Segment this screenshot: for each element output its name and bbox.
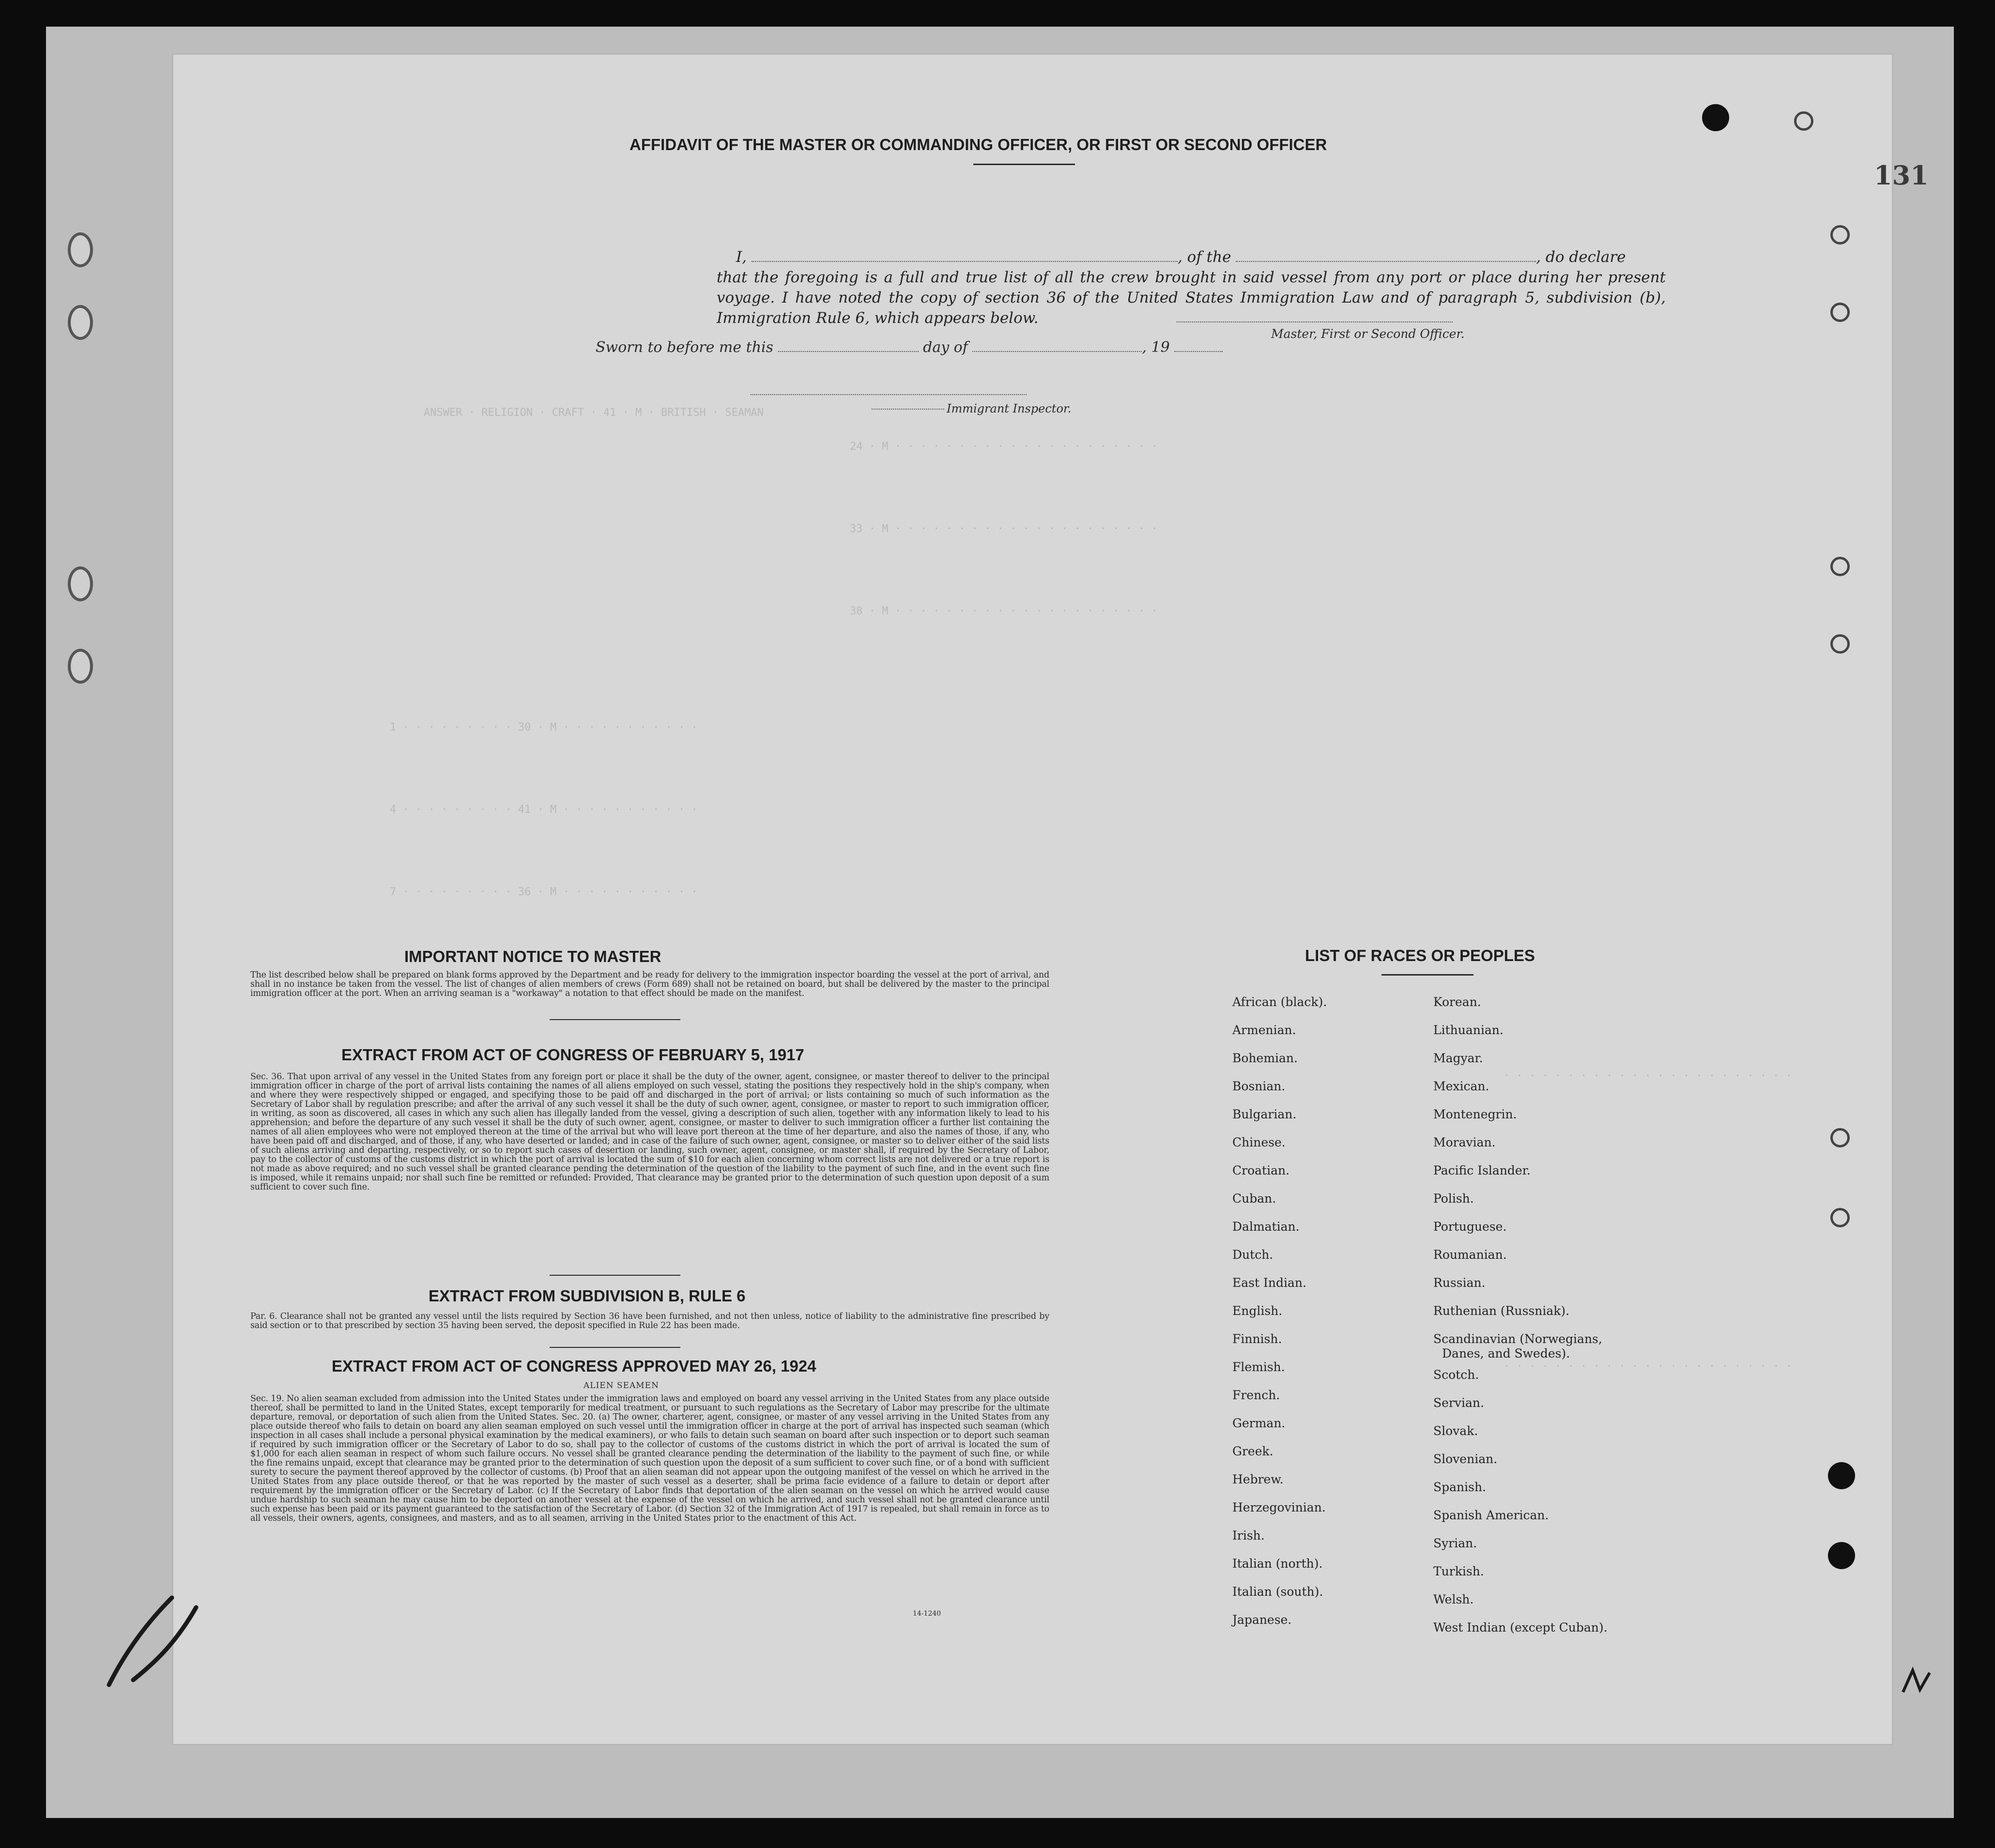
punch-hole bbox=[1828, 1462, 1855, 1489]
race-item: Roumanian. bbox=[1433, 1248, 1507, 1262]
race-item: Magyar. bbox=[1433, 1051, 1483, 1065]
bleed-through-text: · · · · · · · · · · · · · · · · · · · · · · · bbox=[1504, 1070, 1793, 1082]
page-number: 131 bbox=[1874, 160, 1929, 191]
punch-hole bbox=[1830, 1128, 1850, 1147]
race-item: Spanish. bbox=[1433, 1480, 1487, 1494]
extract-1924-subtitle: ALIEN SEAMEN bbox=[583, 1381, 659, 1390]
punch-hole bbox=[1702, 104, 1729, 131]
sworn-line bbox=[596, 339, 1223, 356]
race-item: East Indian. bbox=[1232, 1276, 1306, 1290]
race-item: Slovenian. bbox=[1433, 1452, 1498, 1466]
races-title: LIST OF RACES OR PEOPLES bbox=[1305, 947, 1535, 964]
race-item: Dutch. bbox=[1232, 1248, 1274, 1262]
race-item: Scotch. bbox=[1433, 1368, 1479, 1382]
handwritten-mark bbox=[99, 1588, 215, 1695]
race-item: West Indian (except Cuban). bbox=[1433, 1620, 1608, 1634]
race-item: Korean. bbox=[1433, 995, 1481, 1009]
inspector-signature-field[interactable] bbox=[751, 382, 1027, 395]
race-item: Welsh. bbox=[1433, 1592, 1474, 1606]
binder-hole-4 bbox=[68, 649, 93, 684]
extract-1924-text: Sec. 19. No alien seaman excluded from admission into the United States under the immigration laws and employed on board any vessel arriving in the United States from any place outside thereof, shall be permitted to land in the United States, except temporarily for medical treatment, or pursuant to such regulations as the Secretary of Labor may prescribe for the ultimate departure, removal, or deportation of such alien from the United States. Sec. 20. (a) The owner, charterer, agent, consignee, or master of any vessel arriving in the United States from any place outside thereof who fails to detain on board any alien seaman employed on such vessel until the immigration officer in charge at the port of arrival has inspected such seaman (which inspection in all cases shall include a personal physical examination by the medical examiners), or who fails to detain such seaman on board after such inspection or to deport such seaman if required by such immigration officer or the Secretary of Labor to do so, shall pay to the collector of customs of the customs district in which the port of arrival is located the sum of $1,000 for each alien seaman in respect of whom such failure occurs. No vessel shall be granted clearance pending the determination of the liability to the payment of such fine, or while the fine remains unpaid, except that clearance may be granted prior to the determination of such question upon the deposit of a sum sufficient to cover such fine, or of a bond with sufficient surety to secure the payment thereof approved by the collector of customs. (b) Proof that an alien seaman did not appear upon the outgoing manifest of the vessel on which he arrived in the United States from any place outside thereof, or that he was reported by the master of such vessel as a deserter, shall be prima facie evidence of a failure to detain or deport after requirement by the immigration officer or the Secretary of Labor. (c) If the Secretary of Labor finds that deportation of the alien seaman on the vessel on which he arrived would cause undue hardship to such seaman he may cause him to be deported on another vessel at the expense of the vessel on which he arrived, and such vessel shall not be granted clearance until such expense has been paid or its payment guaranteed to the satisfaction of the Secretary of Labor. (d) Section 32 of the Immigration Act of 1917 is repealed, but shall remain in force as to all vessels, their owners, agents, consignees, and masters, and as to all seamen, arriving in the United States prior to the enactment of this Act. bbox=[250, 1394, 1049, 1523]
race-item: Japanese. bbox=[1232, 1613, 1292, 1627]
binder-hole-1 bbox=[68, 232, 93, 267]
punch-hole bbox=[1794, 111, 1813, 131]
bleed-through-text: 33 · M · · · · · · · · · · · · · · · · · · · · · bbox=[850, 523, 1158, 535]
race-item: Spanish American. bbox=[1433, 1508, 1549, 1522]
sworn-day-field[interactable] bbox=[778, 339, 919, 352]
binder-hole-3 bbox=[68, 566, 93, 601]
signature-label: Master, First or Second Officer. bbox=[1271, 327, 1465, 341]
section-rule bbox=[550, 1347, 680, 1348]
race-item: Bosnian. bbox=[1232, 1079, 1286, 1093]
race-item: German. bbox=[1232, 1416, 1286, 1430]
race-item: Herzegovinian. bbox=[1232, 1500, 1326, 1514]
race-item: Syrian. bbox=[1433, 1536, 1477, 1550]
extract-1924-title: EXTRACT FROM ACT OF CONGRESS APPROVED MAY 26, 1924 bbox=[332, 1357, 816, 1375]
affidavit-rule bbox=[973, 164, 1075, 165]
inspector-signature-field-short[interactable] bbox=[872, 402, 944, 410]
punch-hole bbox=[1830, 1208, 1850, 1227]
extract-1917-title: EXTRACT FROM ACT OF CONGRESS OF FEBRUARY 5, 1917 bbox=[341, 1046, 804, 1064]
race-item: Finnish. bbox=[1232, 1332, 1282, 1346]
punch-hole bbox=[1830, 303, 1850, 322]
bleed-through-text: 38 · M · · · · · · · · · · · · · · · · · · · · · bbox=[850, 605, 1158, 617]
affidavit-title: AFFIDAVIT OF THE MASTER OR COMMANDING OFFICER, OR FIRST OR SECOND OFFICER bbox=[629, 136, 1327, 153]
notice-title: IMPORTANT NOTICE TO MASTER bbox=[404, 947, 661, 965]
section-rule bbox=[550, 1019, 680, 1020]
race-item: Italian (north). bbox=[1232, 1557, 1323, 1571]
race-item: Bohemian. bbox=[1232, 1051, 1298, 1065]
race-item: Montenegrin. bbox=[1433, 1107, 1517, 1121]
race-item: Cuban. bbox=[1232, 1191, 1276, 1206]
bleed-through-text: 1 · · · · · · · · · 30 · M · · · · · · · · · · · bbox=[390, 721, 698, 733]
of-the-label: , of the bbox=[1177, 248, 1231, 266]
race-item: Danes, and Swedes). bbox=[1442, 1346, 1570, 1360]
race-item: Lithuanian. bbox=[1433, 1023, 1504, 1037]
name-field[interactable] bbox=[752, 249, 1178, 262]
sworn-label: Sworn to before me this bbox=[596, 339, 774, 356]
race-item: Scandinavian (Norwegians, bbox=[1433, 1332, 1602, 1346]
race-item: English. bbox=[1232, 1304, 1283, 1318]
binder-hole-2 bbox=[68, 305, 93, 340]
race-item: Moravian. bbox=[1433, 1135, 1496, 1149]
declare-label: , do declare bbox=[1536, 248, 1626, 266]
bleed-through-text: ANSWER · RELIGION · CRAFT · 41 · M · BRITISH · SEAMAN bbox=[424, 407, 764, 419]
bleed-through-text: 4 · · · · · · · · · 41 · M · · · · · · · · · · · bbox=[390, 804, 698, 816]
bleed-through-text: · · · · · · · · · · · · · · · · · · · · · · · bbox=[1504, 1360, 1793, 1373]
section-rule bbox=[550, 1275, 680, 1276]
race-item: Hebrew. bbox=[1232, 1472, 1284, 1486]
sworn-month-field[interactable] bbox=[972, 339, 1142, 352]
race-item: Flemish. bbox=[1232, 1360, 1285, 1374]
race-item: Chinese. bbox=[1232, 1135, 1286, 1149]
race-item: Dalmatian. bbox=[1232, 1220, 1300, 1234]
extract-rule6-text: Par. 6. Clearance shall not be granted any vessel until the lists required by Section 36 have been furnished, and not then unless, notice of liability to the administrative fine prescribed by said section or to that prescribed by section 35 having been served, the deposit specified in Rule 22 has been made. bbox=[250, 1312, 1049, 1330]
race-item: Polish. bbox=[1433, 1191, 1474, 1206]
bleed-through-text: 7 · · · · · · · · · 36 · M · · · · · · · · · · · bbox=[390, 886, 698, 898]
day-of-label: day of bbox=[923, 339, 968, 356]
race-item: Greek. bbox=[1232, 1444, 1274, 1458]
race-item: Portuguese. bbox=[1433, 1220, 1507, 1234]
manifest-page bbox=[172, 53, 1893, 1745]
notice-text: The list described below shall be prepared on blank forms approved by the Department and be ready for delivery to the immigration inspector boarding the vessel at the port of arrival, and shall in no instance be taken from the vessel. The list of changes of alien members of crews (Form 689) shall not be retained on board, but shall be delivered by the master to the principal immigration officer at the port. When an arriving seaman is a "workaway" a notation to that effect should be made on the manifest. bbox=[250, 970, 1049, 998]
race-item: Armenian. bbox=[1232, 1023, 1296, 1037]
race-item: French. bbox=[1232, 1388, 1280, 1402]
vessel-field[interactable] bbox=[1236, 249, 1536, 262]
extract-rule6-title: EXTRACT FROM SUBDIVISION B, RULE 6 bbox=[429, 1287, 746, 1305]
race-item: Ruthenian (Russniak). bbox=[1433, 1304, 1570, 1318]
punch-hole bbox=[1828, 1542, 1855, 1569]
signature-field[interactable] bbox=[1177, 310, 1453, 322]
race-item: Slovak. bbox=[1433, 1424, 1478, 1438]
races-rule bbox=[1381, 974, 1473, 976]
race-item: Turkish. bbox=[1433, 1564, 1484, 1578]
race-item: Mexican. bbox=[1433, 1079, 1489, 1093]
race-item: Italian (south). bbox=[1232, 1585, 1323, 1599]
i-label: I, bbox=[736, 248, 747, 266]
handwritten-mark bbox=[1901, 1665, 1939, 1699]
sworn-year-field[interactable] bbox=[1174, 339, 1223, 352]
race-item: Russian. bbox=[1433, 1276, 1486, 1290]
race-item: Croatian. bbox=[1232, 1163, 1290, 1177]
punch-hole bbox=[1830, 634, 1850, 654]
inspector-label: Immigrant Inspector. bbox=[947, 402, 1072, 415]
extract-1917-text: Sec. 36. That upon arrival of any vessel in the United States from any foreign port or place it shall be the duty of the owner, agent, consignee, or master thereof to deliver to the principal immigration officer in charge of the port of arrival lists containing the names of all aliens employed on such vessel, stating the positions they respectively hold in the ship's company, when and where they were respectively shipped or engaged, and specifying those to be paid off and discharged in the port of arrival; or lists containing so much of such information as the Secretary of Labor shall by regulation prescribe; and after the arrival of any such vessel it shall be the duty of such owner, agent, consignee, or master to report to such immigration officer, in writing, as soon as discovered, all cases in which any such alien has illegally landed from the vessel, giving a description of such alien, together with any information likely to lead to his apprehension; and before the departure of any such vessel it shall be the duty of such owner, agent, consignee, or master to deliver to such immigration officer a further list containing the names of all alien employees who were not employed thereon at the time of the arrival but who will leave port thereon at the time of her departure, and also the names of those, if any, who have been paid off and discharged, and of those, if any, who have deserted or landed; and in case of the failure of such owner, agent, consignee, or master so to deliver either of the said lists of such aliens arriving and departing, respectively, or so to report such cases of desertion or landing, such owner, agent, consignee, or master shall, if required by the Secretary of Labor, pay to the collector of customs of the customs district in which the port of arrival is located the sum of $10 for each alien concerning whom correct lists are not delivered or a true report is not made as above required; and no such vessel shall be granted clearance pending the determination of the question of the liability to the payment of such fine, and in the event such fine is imposed, while it remains unpaid; nor shall such fine be remitted or refunded: Provided, That clearance may be granted prior to the determination of such question upon deposit of a sum sufficient to cover such fine. bbox=[250, 1072, 1049, 1192]
race-item: African (black). bbox=[1232, 995, 1327, 1009]
punch-hole bbox=[1830, 557, 1850, 576]
race-item: Servian. bbox=[1433, 1396, 1484, 1410]
form-number: 14-1240 bbox=[913, 1610, 941, 1618]
year-label: , 19 bbox=[1142, 339, 1170, 356]
punch-hole bbox=[1830, 225, 1850, 244]
race-item: Pacific Islander. bbox=[1433, 1163, 1531, 1177]
race-item: Irish. bbox=[1232, 1528, 1265, 1543]
affidavit-statement: that the foregoing is a full and true list of all the crew brought in said vessel from any port or place during her present voyage. I have noted the copy of section 36 of the United States Immigration Law and of paragraph 5, subdivision (b), Immigration Rule 6, which appears below. bbox=[717, 269, 1666, 327]
bleed-through-text: 24 · M · · · · · · · · · · · · · · · · · · · · · bbox=[850, 441, 1158, 453]
race-item: Bulgarian. bbox=[1232, 1107, 1297, 1121]
